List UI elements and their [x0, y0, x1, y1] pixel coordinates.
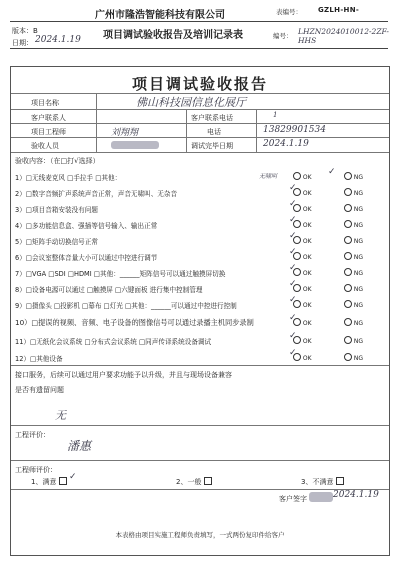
check-mark-icon: ✓: [289, 199, 297, 209]
version: 版本：B: [12, 27, 38, 35]
finish-time-value: 2024.1.19: [263, 139, 309, 149]
check-item-5: 5）□矩阵手动切换信号正常: [15, 238, 98, 246]
customer-contact-label: 客户联系人: [31, 114, 66, 122]
ng-label: NG: [353, 302, 364, 309]
finish-time-label: 调试完毕日期: [191, 142, 233, 150]
engineer-label: 项目工程师: [31, 128, 66, 136]
ng-label: NG: [353, 222, 364, 229]
ng-radio[interactable]: [344, 336, 352, 344]
check-mark-icon: ✓: [289, 247, 297, 257]
rating-option-normal[interactable]: [176, 477, 213, 487]
ng-radio[interactable]: [344, 318, 352, 326]
checklist-header: 验收内容：（在□打√选择）: [15, 157, 100, 165]
pending-issues-value: 无: [55, 409, 66, 422]
check-mark-icon: ✓: [289, 295, 297, 305]
ok-label: OK: [302, 338, 312, 345]
customer-signature-label: 客户签字: [279, 495, 307, 503]
ng-radio[interactable]: [344, 268, 352, 276]
ok-label: OK: [302, 190, 312, 197]
ng-radio[interactable]: [344, 252, 352, 260]
ok-label: OK: [302, 206, 312, 213]
grid-line: [11, 460, 389, 461]
rating-option-label: 3、不满意: [301, 478, 334, 486]
check-item-6: 6）□会议室整体音量大小可以通过中控进行调节: [15, 254, 158, 262]
checkbox[interactable]: [336, 477, 344, 485]
document-header: [0, 0, 400, 64]
redaction: [111, 141, 159, 149]
check-mark-icon: ✓: [289, 183, 297, 193]
doc-number: GZLH-HN-: [318, 6, 360, 14]
customer-phone-label: 客户联系电话: [191, 114, 233, 122]
check-mark-icon: ✓: [289, 215, 297, 225]
phone-label: 电话: [207, 128, 221, 136]
check-mark-icon: ✓: [289, 279, 297, 289]
ok-label: OK: [302, 254, 312, 261]
ng-radio[interactable]: [344, 220, 352, 228]
doc-number-label: 表编号：: [276, 8, 302, 16]
date-label: 日期：: [12, 39, 33, 47]
grid-line: [96, 93, 97, 152]
ng-label: NG: [353, 238, 364, 245]
item-1-result: 无啸叫: [259, 173, 278, 180]
check-item-1: 1）□无线麦克风 □手拉手 □其他：: [15, 174, 122, 182]
ok-label: OK: [302, 174, 312, 181]
rating-option-label: 1、满意: [31, 478, 57, 486]
check-item-10: 10）□提误的视频、音频、电子设备的图像信号可以通过录播主机同步录制: [15, 318, 254, 327]
check-mark-icon: ✓: [289, 231, 297, 241]
ng-label: NG: [353, 190, 364, 197]
check-mark-icon: ✓: [289, 313, 297, 323]
ng-radio[interactable]: [344, 300, 352, 308]
grid-line: [186, 109, 187, 152]
customer-signature-date: 2024.1.19: [333, 490, 379, 500]
ng-radio[interactable]: [344, 188, 352, 196]
rating-option-satisfied[interactable]: [31, 477, 68, 487]
grid-line: [11, 109, 389, 110]
grid-line: [11, 123, 389, 124]
ng-label: NG: [353, 320, 364, 327]
acceptor-label: 验收人员: [31, 142, 59, 150]
check-mark-icon: ✓: [69, 472, 77, 482]
rating-option-label: 2、一般: [176, 478, 202, 486]
pending-issues-label: 是否有遗留问题: [15, 386, 64, 394]
check-item-3: 3）□项目音箱安装没有问题: [15, 206, 98, 214]
check-item-12: 12）□其他设备: [15, 355, 63, 363]
ok-label: OK: [302, 286, 312, 293]
ng-label: NG: [353, 270, 364, 277]
ng-label: NG: [353, 254, 364, 261]
rating-label: 工程师评价：: [15, 466, 57, 474]
ok-label: OK: [302, 355, 312, 362]
ok-label: OK: [302, 238, 312, 245]
customer-phone-value: 1: [273, 111, 278, 119]
phone-value: 13829901534: [263, 125, 326, 135]
redaction: [309, 492, 333, 502]
footer-note: 本表格由项目实施工程师负责填写，一式两份复印件给客户: [115, 531, 285, 539]
ng-radio[interactable]: [344, 172, 352, 180]
date-value: 2024.1.19: [35, 35, 81, 45]
check-item-9: 9）□摄像头 □投影机 □幕布 □灯光 □其他：______可以通过中控进行控制: [15, 302, 237, 310]
check-item-4: 4）□多功能信息盒、强插等信号输入、输出正常: [15, 222, 158, 230]
grid-line: [11, 137, 389, 138]
ng-radio[interactable]: [344, 353, 352, 361]
ng-label: NG: [353, 355, 364, 362]
rating-option-unsatisfied[interactable]: [301, 477, 345, 487]
interface-note: 接口服务，后续可以通过用户要求功能予以升级，并且与现场设备兼容: [15, 371, 232, 379]
ng-label: NG: [353, 338, 364, 345]
check-item-7: 7）□VGA □SDI □HDMI □其他：______矩阵信号可以通过触摸屏切换: [15, 270, 226, 278]
form-subtitle: 项目调试验收报告及培训记录表: [103, 30, 243, 41]
header-rule-bottom: [10, 48, 388, 49]
report-frame: [10, 66, 390, 556]
ng-label: NG: [353, 174, 364, 181]
grid-line: [11, 365, 389, 366]
ng-label: NG: [353, 286, 364, 293]
evaluation-signature: 潘惠: [67, 439, 92, 453]
check-item-2: 2）□数字音频扩声系统声音正常，声音无啸叫、无杂音: [15, 190, 178, 198]
ok-label: OK: [302, 270, 312, 277]
check-mark-icon: ✓: [289, 331, 297, 341]
check-item-11: 11）□无纸化会议系统 □分布式会议系统 □同声传译系统设备调试: [15, 338, 212, 346]
checkbox[interactable]: [204, 477, 212, 485]
project-name: 佛山科技园信息化展厅: [136, 96, 246, 109]
company-name: 广州市隆浩智能科技有限公司: [95, 10, 225, 21]
checkbox[interactable]: [59, 477, 67, 485]
grid-line: [11, 425, 389, 426]
evaluation-label: 工程评价：: [15, 431, 50, 439]
report-title: 项目调试验收报告: [131, 75, 268, 93]
grid-line: [11, 152, 389, 153]
number-label: 编号：: [273, 32, 293, 40]
ng-radio[interactable]: [344, 284, 352, 292]
ok-radio[interactable]: [293, 172, 301, 180]
ng-label: NG: [353, 206, 364, 213]
number-value: LHZN2024010012-2ZF-HHS: [298, 27, 389, 45]
ok-label: OK: [302, 320, 312, 327]
check-mark-icon: ✓: [289, 263, 297, 273]
project-name-label: 项目名称: [31, 99, 59, 107]
ok-label: OK: [302, 302, 312, 309]
check-mark-icon: ✓: [328, 167, 336, 177]
ng-radio[interactable]: [344, 204, 352, 212]
grid-line: [256, 109, 257, 152]
check-mark-icon: ✓: [289, 348, 297, 358]
ok-label: OK: [302, 222, 312, 229]
engineer-value: 刘翔翔: [111, 128, 139, 138]
check-item-8: 8）□设备电源可以通过 □触摸屏 □六键面板 进行集中控制管理: [15, 286, 203, 294]
header-rule-top: [10, 21, 388, 22]
ng-radio[interactable]: [344, 236, 352, 244]
